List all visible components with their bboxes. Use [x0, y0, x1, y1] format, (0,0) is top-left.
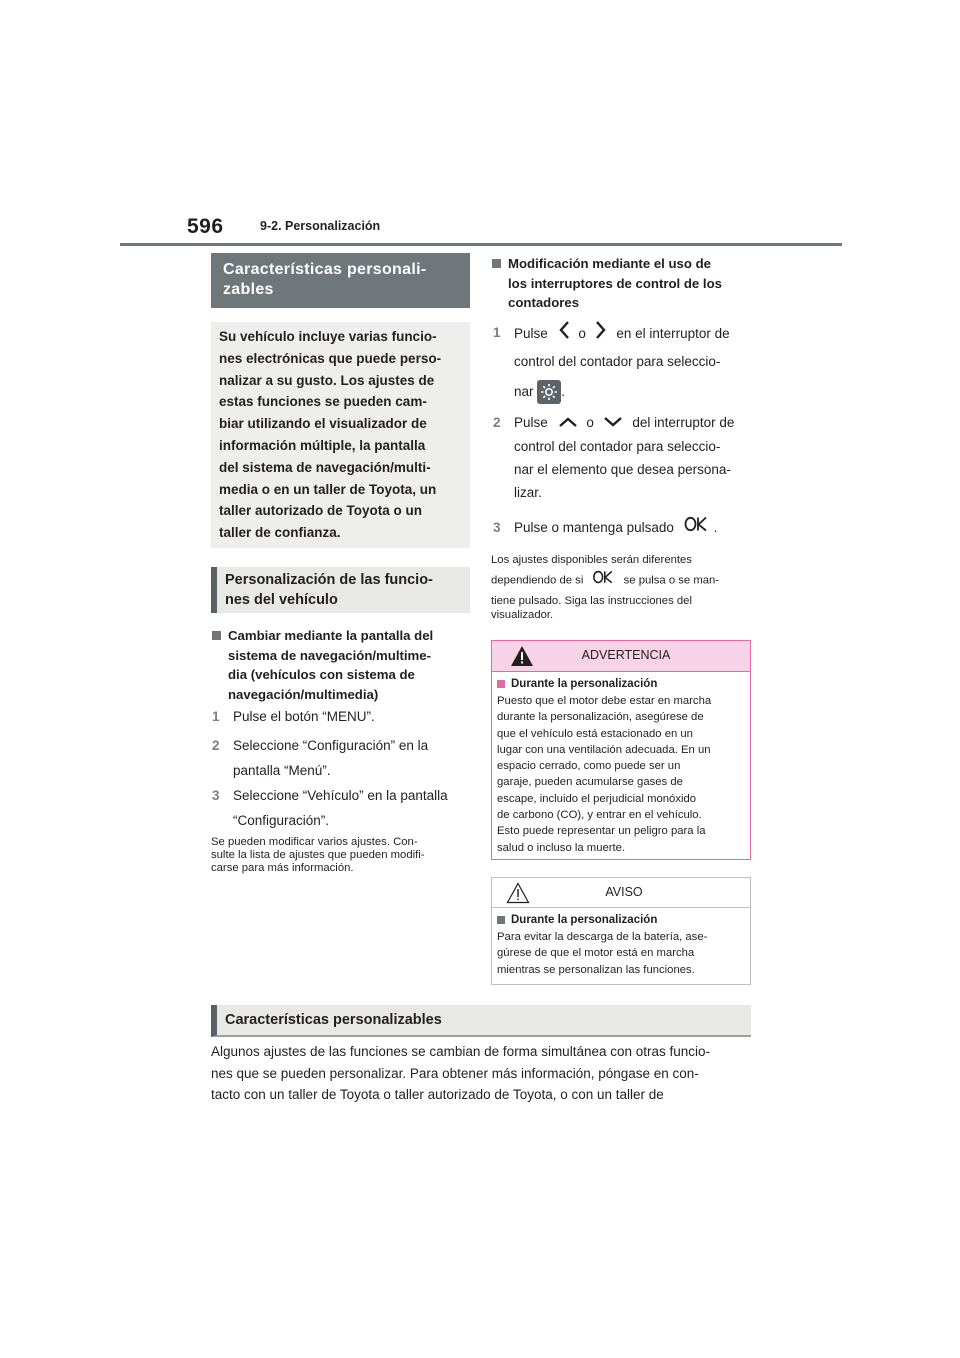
warning-line: lugar con una ventilación adecuada. En un	[497, 743, 711, 756]
method-heading-line: dia (vehículos con sistema de	[228, 667, 415, 682]
method-heading-line: Cambiar mediante la pantalla del	[228, 628, 434, 643]
meter-step-2	[492, 411, 774, 504]
step-line	[514, 320, 774, 349]
ok-icon	[592, 570, 614, 591]
notice-body	[492, 908, 750, 978]
step-text: Pulse	[514, 326, 548, 342]
sub-heading	[211, 567, 470, 613]
step-number: 2	[212, 738, 220, 753]
chevron-right-icon	[595, 320, 607, 349]
step-line: Seleccione “Vehículo” en la pantalla	[233, 788, 448, 803]
step-text: Pulse o mantenga pulsado	[514, 520, 674, 535]
intro-box	[211, 322, 470, 548]
step-line: Seleccione “Configuración” en la	[233, 738, 429, 753]
warning-line: espacio cerrado, como puede ser un	[497, 760, 681, 773]
step-line: nar el elemento que desea persona-	[514, 461, 731, 477]
chevron-left-icon	[558, 320, 570, 349]
notice-title-bar	[492, 878, 750, 908]
method-heading-nav	[211, 626, 487, 704]
header-divider	[120, 243, 842, 246]
step-number: 2	[493, 415, 501, 430]
customizable-features-heading	[211, 1005, 751, 1037]
warning-body	[492, 672, 750, 856]
note-line: sulte la lista de ajustes que pueden modifi-	[211, 849, 425, 861]
note-line: visualizador.	[491, 609, 554, 621]
step-text: del interruptor de	[632, 415, 735, 430]
step-1	[211, 706, 492, 728]
ok-icon	[684, 516, 708, 540]
notice-box	[491, 877, 751, 985]
paragraph-line: tacto con un taller de Toyota o taller autorizado de Toyota, o con un taller de	[211, 1087, 664, 1102]
page-number: 596	[187, 215, 224, 238]
paragraph-line: Algunos ajustes de las funciones se cambian de forma simultánea con otras funcio-	[211, 1044, 711, 1059]
right-note	[491, 550, 751, 621]
step-text: .	[713, 520, 718, 535]
step-2	[211, 733, 492, 783]
step-number: 3	[212, 788, 220, 803]
method-heading-line: contadores	[508, 295, 580, 310]
heading-text: Características personalizables	[225, 1012, 442, 1028]
method-heading-line: Modificación mediante el uso de	[508, 256, 711, 271]
warning-box	[491, 640, 751, 860]
notice-line: Para evitar la descarga de la batería, ase-	[497, 931, 708, 943]
step-text: .	[561, 384, 566, 399]
section-title-box	[211, 253, 470, 308]
step-text: Pulse	[514, 415, 548, 430]
warning-line: salud o incluso la muerte.	[497, 841, 626, 854]
caution-triangle-icon	[506, 882, 530, 914]
step-text: en el interruptor de	[616, 326, 730, 342]
note-text: se pulsa o se man-	[623, 574, 720, 587]
intro-line: estas funciones se pueden cam-	[219, 394, 427, 410]
note-line: carse para más información.	[211, 862, 354, 874]
meter-step-3	[492, 516, 774, 540]
step-line: control del contador para seleccio-	[514, 438, 721, 454]
note-line	[491, 570, 751, 591]
notice-line: gúrese de que el motor está en marcha	[497, 947, 695, 960]
section-breadcrumb: 9-2. Personalización	[260, 219, 381, 233]
section-title-line: Características personali-	[223, 261, 427, 278]
warning-subheading: Durante la personalización	[497, 676, 745, 693]
section-title-line: zables	[223, 281, 274, 298]
intro-line: media o en un taller de Toyota, un	[219, 481, 437, 497]
step-line	[514, 379, 774, 405]
bottom-paragraph	[211, 1041, 751, 1106]
step-line: “Configuración”.	[233, 813, 330, 828]
intro-line: del sistema de navegación/multi-	[219, 459, 431, 475]
warning-line: que el vehículo está estacionado en un	[497, 727, 693, 740]
intro-line: información múltiple, la pantalla	[219, 437, 426, 453]
step-3	[211, 783, 492, 833]
method-heading-line: navegación/multimedia)	[228, 686, 379, 702]
warning-line: Esto puede representar un peligro para la	[497, 825, 706, 838]
step-line	[514, 411, 774, 435]
intro-line: taller de confianza.	[219, 525, 341, 541]
method-heading-line: los interruptores de control de los	[508, 275, 722, 291]
step-number: 1	[212, 709, 220, 724]
note-line: tiene pulsado. Siga las instrucciones del	[491, 595, 692, 607]
step-line: Pulse el botón “MENU”.	[233, 709, 375, 724]
step-number: 1	[493, 325, 501, 340]
warning-line: durante la personalización, asegúrese de	[497, 711, 704, 724]
step-line: control del contador para seleccio-	[514, 354, 721, 369]
chevron-down-icon	[603, 412, 623, 435]
note-line: Los ajustes disponibles serán diferentes	[491, 554, 692, 566]
intro-line: biar utilizando el visualizador de	[219, 416, 427, 432]
warning-line: de carbono (CO), y entrar en el vehículo.	[497, 809, 702, 822]
warning-title: ADVERTENCIA	[581, 648, 671, 662]
notice-line: mientras se personalizan las funciones.	[497, 963, 695, 976]
method-heading-meter	[491, 254, 768, 313]
intro-line: nalizar a su gusto. Los ajustes de	[219, 372, 435, 388]
intro-line: taller autorizado de Toyota o un	[219, 503, 423, 519]
step-text: nar	[514, 384, 534, 399]
paragraph-line: nes que se pueden personalizar. Para obtener más información, póngase en con-	[211, 1065, 699, 1081]
step-line: pantalla “Menú”.	[233, 763, 331, 778]
note-text: dependiendo de si	[491, 574, 584, 587]
warning-line: garaje, pueden acumularse gases de	[497, 776, 683, 789]
step-line: lizar.	[514, 484, 542, 500]
left-note	[211, 836, 470, 875]
note-line: Se pueden modificar varios ajustes. Con-	[211, 836, 418, 848]
chevron-up-icon	[558, 412, 578, 435]
sub-heading-line: nes del vehículo	[225, 592, 338, 608]
intro-line: Su vehículo incluye varias funcio-	[219, 329, 437, 344]
warning-line: escape, incluido el perjudicial monóxido	[497, 792, 697, 805]
notice-title: AVISO	[605, 885, 643, 899]
step-text: o	[578, 326, 586, 342]
step-text: o	[586, 415, 594, 430]
sub-heading-line: Personalización de las funcio-	[225, 572, 433, 588]
step-line	[514, 516, 774, 540]
meter-step-1	[492, 320, 774, 405]
method-heading-line: sistema de navegación/multime-	[228, 647, 432, 663]
gear-icon	[537, 380, 561, 404]
warning-title-bar	[492, 641, 750, 672]
warning-triangle-icon	[510, 645, 534, 678]
step-number: 3	[493, 520, 501, 535]
warning-line: Puesto que el motor debe estar en marcha	[497, 695, 712, 707]
intro-line: nes electrónicas que puede perso-	[219, 350, 442, 366]
notice-subheading: Durante la personalización	[497, 912, 745, 929]
